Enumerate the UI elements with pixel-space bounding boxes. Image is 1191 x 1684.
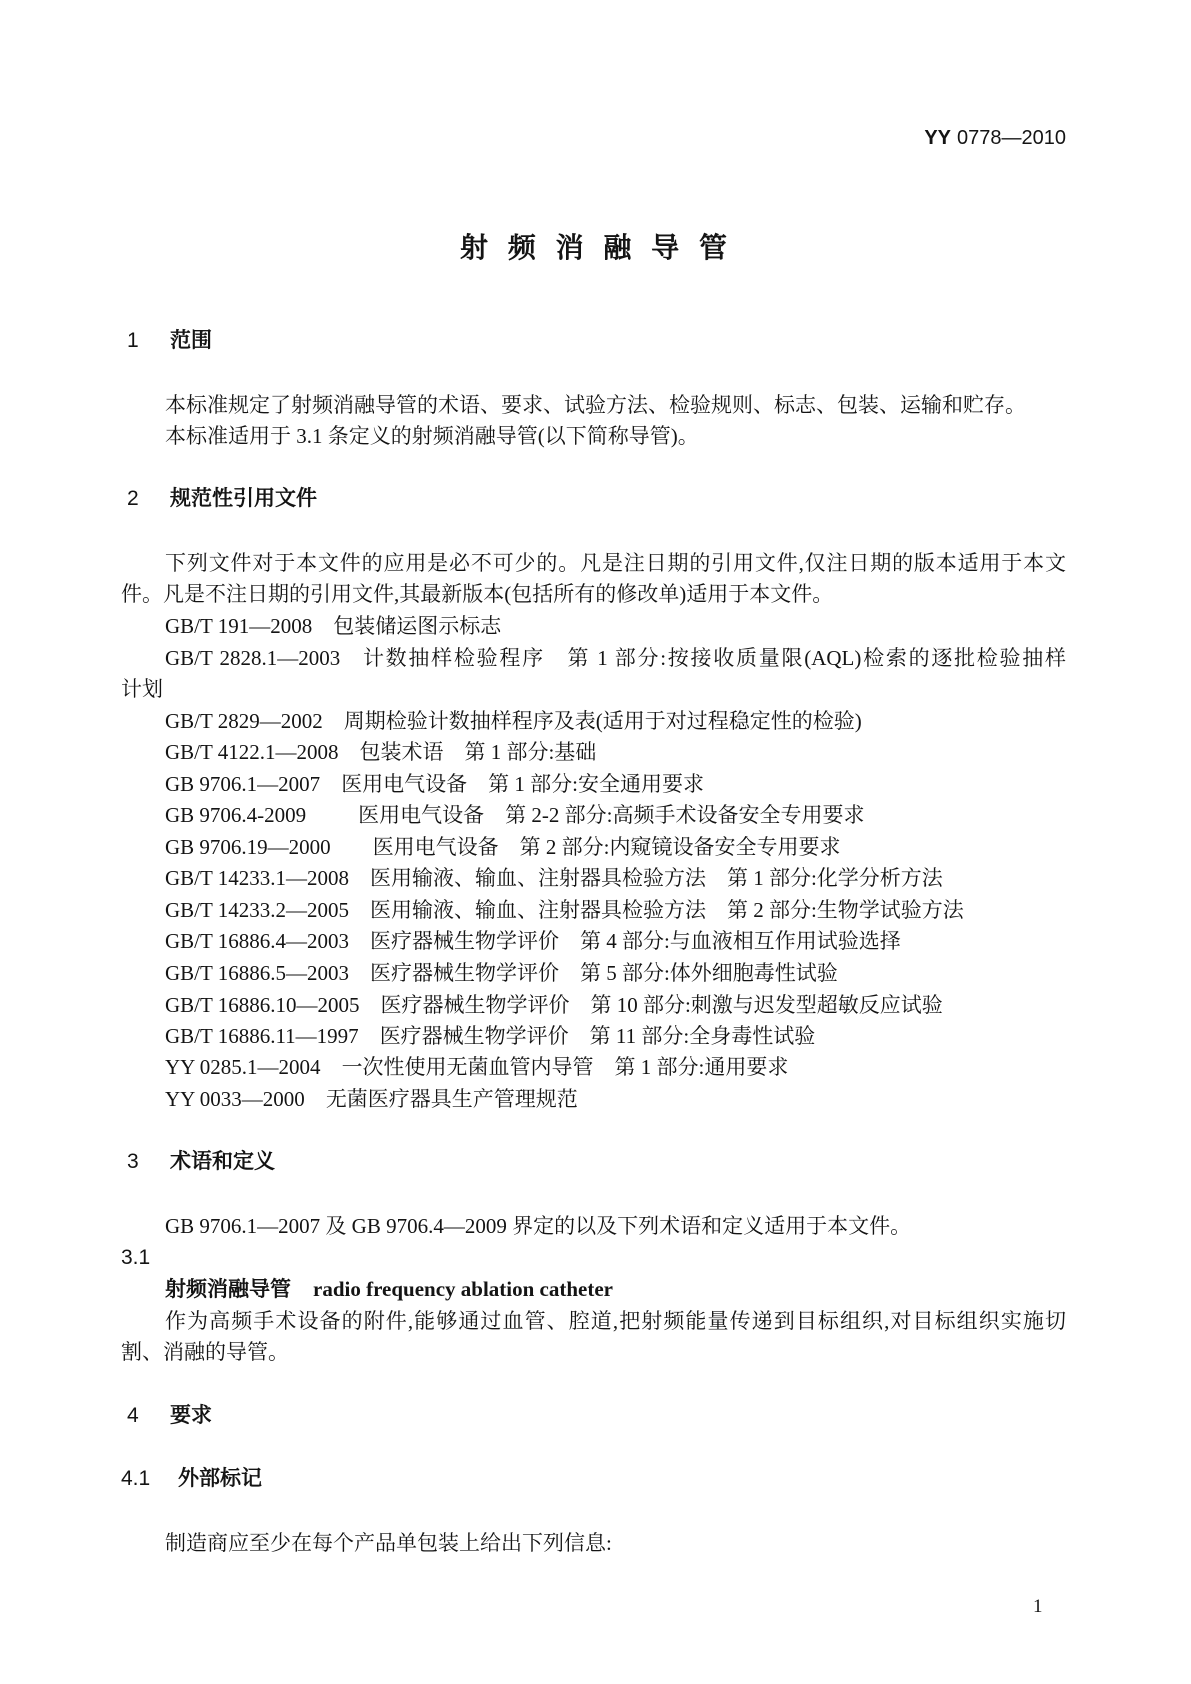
reference-item	[165, 831, 841, 863]
reference-title: 医疗器械生物学评价 第 11 部分:全身毒性试验	[379, 1024, 816, 1048]
reference-code: GB/T 16886.4—2003	[165, 929, 349, 953]
term-definition-line-2: 割、消融的导管。	[121, 1340, 289, 1364]
standard-prefix: YY	[924, 127, 952, 149]
reference-title: 医用电气设备 第 2 部分:内窥镜设备安全专用要求	[372, 835, 841, 859]
reference-code: GB 9706.4-2009	[165, 803, 307, 827]
reference-title: 医疗器械生物学评价 第 10 部分:刺激与迟发型超敏反应试验	[380, 993, 943, 1017]
reference-code: GB/T 191—2008	[165, 614, 313, 638]
reference-code: GB/T 16886.5—2003	[165, 961, 349, 985]
reference-item	[165, 989, 943, 1021]
reference-title: 包装储运图示标志	[333, 614, 502, 638]
reference-title: 医用电气设备 第 1 部分:安全通用要求	[341, 772, 705, 796]
reference-title: 医疗器械生物学评价 第 5 部分:体外细胞毒性试验	[369, 961, 838, 985]
reference-item	[165, 768, 704, 800]
subsection-title: 外部标记	[178, 1467, 262, 1490]
section-title: 规范性引用文件	[170, 487, 317, 510]
reference-item	[165, 957, 838, 989]
reference-code: GB/T 14233.2—2005	[165, 898, 349, 922]
term-entry-title	[165, 1273, 613, 1306]
reference-code: YY 0285.1—2004	[165, 1055, 321, 1079]
reference-code: GB/T 14233.1—2008	[165, 866, 349, 890]
reference-item	[165, 799, 865, 831]
scope-paragraph-1: 本标准规定了射频消融导管的术语、要求、试验方法、检验规则、标志、包装、运输和贮存。	[165, 393, 1026, 417]
standard-header	[924, 126, 1066, 150]
term-english: radio frequency ablation catheter	[313, 1277, 613, 1301]
section-number: 2	[127, 487, 139, 510]
section-title: 术语和定义	[170, 1150, 275, 1173]
reference-title: 包装术语 第 1 部分:基础	[359, 740, 597, 764]
section-heading-scope	[0, 325, 1191, 357]
section-number: 1	[127, 329, 139, 352]
reference-title: 一次性使用无菌血管内导管 第 1 部分:通用要求	[341, 1055, 789, 1079]
term-definition-line-1: 作为高频手术设备的附件,能够通过血管、腔道,把射频能量传递到目标组织,对目标组织实施切	[165, 1309, 1066, 1333]
section-heading-requirements	[0, 1400, 1191, 1432]
reference-code: GB/T 2828.1—2003	[165, 646, 341, 670]
reference-item	[165, 1020, 815, 1052]
scope-paragraph-2: 本标准适用于 3.1 条定义的射频消融导管(以下简称导管)。	[165, 424, 699, 448]
standard-number: 0778—2010	[957, 127, 1066, 149]
reference-title: 医用电气设备 第 2-2 部分:高频手术设备安全专用要求	[358, 803, 865, 827]
section-heading-terms-and-definitions	[0, 1146, 1191, 1178]
terms-intro: GB 9706.1—2007 及 GB 9706.4—2009 界定的以及下列术语和定义适用于本文件。	[165, 1214, 912, 1238]
reference-code: YY 0033—2000	[165, 1087, 305, 1111]
reference-code: GB/T 16886.10—2005	[165, 993, 360, 1017]
reference-item	[165, 925, 901, 957]
subsection-number: 4.1	[121, 1467, 151, 1490]
reference-title: 医疗器械生物学评价 第 4 部分:与血液相互作用试验选择	[369, 929, 901, 953]
page-number: 1	[1033, 1596, 1043, 1617]
reference-title: 医用输液、输血、注射器具检验方法 第 1 部分:化学分析方法	[369, 866, 943, 890]
section-number: 3	[127, 1150, 139, 1173]
reference-title: 医用输液、输血、注射器具检验方法 第 2 部分:生物学试验方法	[369, 898, 964, 922]
reference-item	[165, 862, 943, 894]
reference-title: 计数抽样检验程序 第 1 部分:按接收质量限(AQL)检索的逐批检验抽样	[361, 646, 1066, 670]
subsection-heading-external-marking	[0, 1463, 1191, 1495]
term-number: 3.1	[121, 1246, 151, 1269]
reference-item	[165, 610, 501, 642]
document-title: 射 频 消 融 导 管	[460, 232, 727, 263]
reference-item	[165, 894, 964, 926]
reference-title-continued: 计划	[121, 677, 163, 701]
section-title: 要求	[170, 1404, 212, 1427]
section-number: 4	[127, 1404, 139, 1427]
term-chinese: 射频消融导管	[165, 1278, 291, 1301]
reference-code: GB/T 16886.11—1997	[165, 1024, 359, 1048]
reference-code: GB 9706.19—2000	[165, 835, 331, 859]
external-marking-paragraph: 制造商应至少在每个产品单包装上给出下列信息:	[165, 1531, 612, 1555]
section-heading-normative-references	[0, 483, 1191, 515]
reference-title: 周期检验计数抽样程序及表(适用于对过程稳定性的检验)	[343, 709, 862, 733]
reference-title: 无菌医疗器具生产管理规范	[325, 1087, 578, 1111]
reference-code: GB 9706.1—2007	[165, 772, 321, 796]
reference-item	[165, 736, 596, 768]
reference-item	[165, 1051, 788, 1083]
reference-item	[165, 1083, 578, 1115]
reference-item	[165, 642, 1066, 674]
reference-item	[165, 705, 862, 737]
reference-code: GB/T 2829—2002	[165, 709, 323, 733]
references-intro-line-1: 下列文件对于本文件的应用是必不可少的。凡是注日期的引用文件,仅注日期的版本适用于本文	[165, 551, 1066, 575]
references-intro-line-2: 件。凡是不注日期的引用文件,其最新版本(包括所有的修改单)适用于本文件。	[121, 582, 834, 606]
reference-code: GB/T 4122.1—2008	[165, 740, 339, 764]
section-title: 范围	[170, 329, 212, 352]
